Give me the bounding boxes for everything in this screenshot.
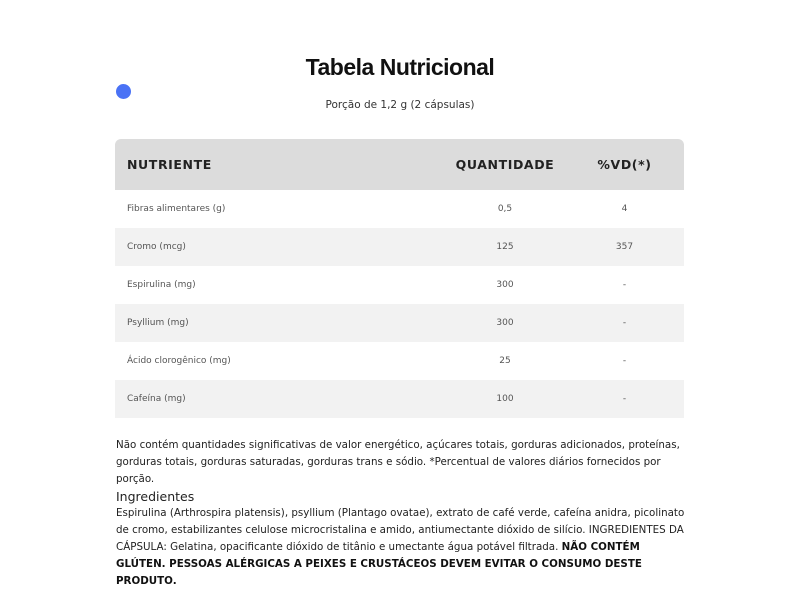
nutrition-notes xyxy=(116,437,691,590)
table-row xyxy=(115,190,684,228)
nutrient-vd: - xyxy=(622,394,627,404)
nutrient-name: Espirulina (mg) xyxy=(127,280,196,290)
ingredients-text: Espirulina (Arthrospira platensis), psyllium (Plantago ovatae), extrato de café verde, cafeína anidra, picolinato de cromo, estabilizantes celulose microcristalina e amido, antiumectante dióxido de silício. INGREDIENTES DA CÁPSULA: Gelatina, opacificante dióxido de titânio e umectante água potável filtrada. xyxy=(116,507,685,553)
nutrient-name: Ácido clorogênico (mg) xyxy=(127,356,231,366)
table-row xyxy=(115,266,684,304)
nutrient-amount: 0,5 xyxy=(497,204,513,214)
nutrition-table xyxy=(115,139,684,418)
column-header-vd: %VD(*) xyxy=(597,157,652,172)
table-row xyxy=(115,380,684,418)
nutrient-name: Fibras alimentares (g) xyxy=(127,204,226,214)
blue-dot-indicator xyxy=(116,84,131,99)
table-row xyxy=(115,342,684,380)
nutrient-amount: 300 xyxy=(496,318,514,328)
nutrient-vd: - xyxy=(622,280,627,290)
table-row xyxy=(115,304,684,342)
page-title: Tabela Nutricional xyxy=(305,54,495,80)
nutrient-amount: 300 xyxy=(496,280,514,290)
allergen-warning: NÃO CONTÉM GLÚTEN. PESSOAS ALÉRGICAS A PEIXES E CRUSTÁCEOS DEVEM EVITAR O CONSUMO DESTE PRODUTO. xyxy=(116,541,642,587)
nutrient-name: Cromo (mcg) xyxy=(127,242,186,252)
nutrient-amount: 100 xyxy=(496,394,514,404)
table-header xyxy=(115,139,684,190)
nutrient-vd: - xyxy=(622,356,627,366)
ingredients-paragraph xyxy=(116,505,691,590)
portion-size: Porção de 1,2 g (2 cápsulas) xyxy=(325,99,475,111)
nutrient-vd: - xyxy=(622,318,627,328)
ingredients-heading: Ingredientes xyxy=(116,489,195,504)
nutrient-name: Psyllium (mg) xyxy=(127,318,189,328)
column-header-nutrient: NUTRIENTE xyxy=(127,157,212,172)
disclaimer-text: Não contém quantidades significativas de valor energético, açúcares totais, gorduras adicionados, proteínas, gorduras totais, gorduras saturadas, gorduras trans e sódio. *Percentual de valores diários fornecidos por porção. xyxy=(116,439,680,485)
nutrient-amount: 125 xyxy=(496,242,514,252)
nutrient-name: Cafeína (mg) xyxy=(127,394,186,404)
nutrient-vd: 4 xyxy=(621,204,628,214)
column-header-amount: QUANTIDADE xyxy=(455,157,555,172)
nutrient-vd: 357 xyxy=(615,242,634,252)
table-body xyxy=(115,190,684,418)
table-row xyxy=(115,228,684,266)
nutrient-amount: 25 xyxy=(499,356,511,366)
